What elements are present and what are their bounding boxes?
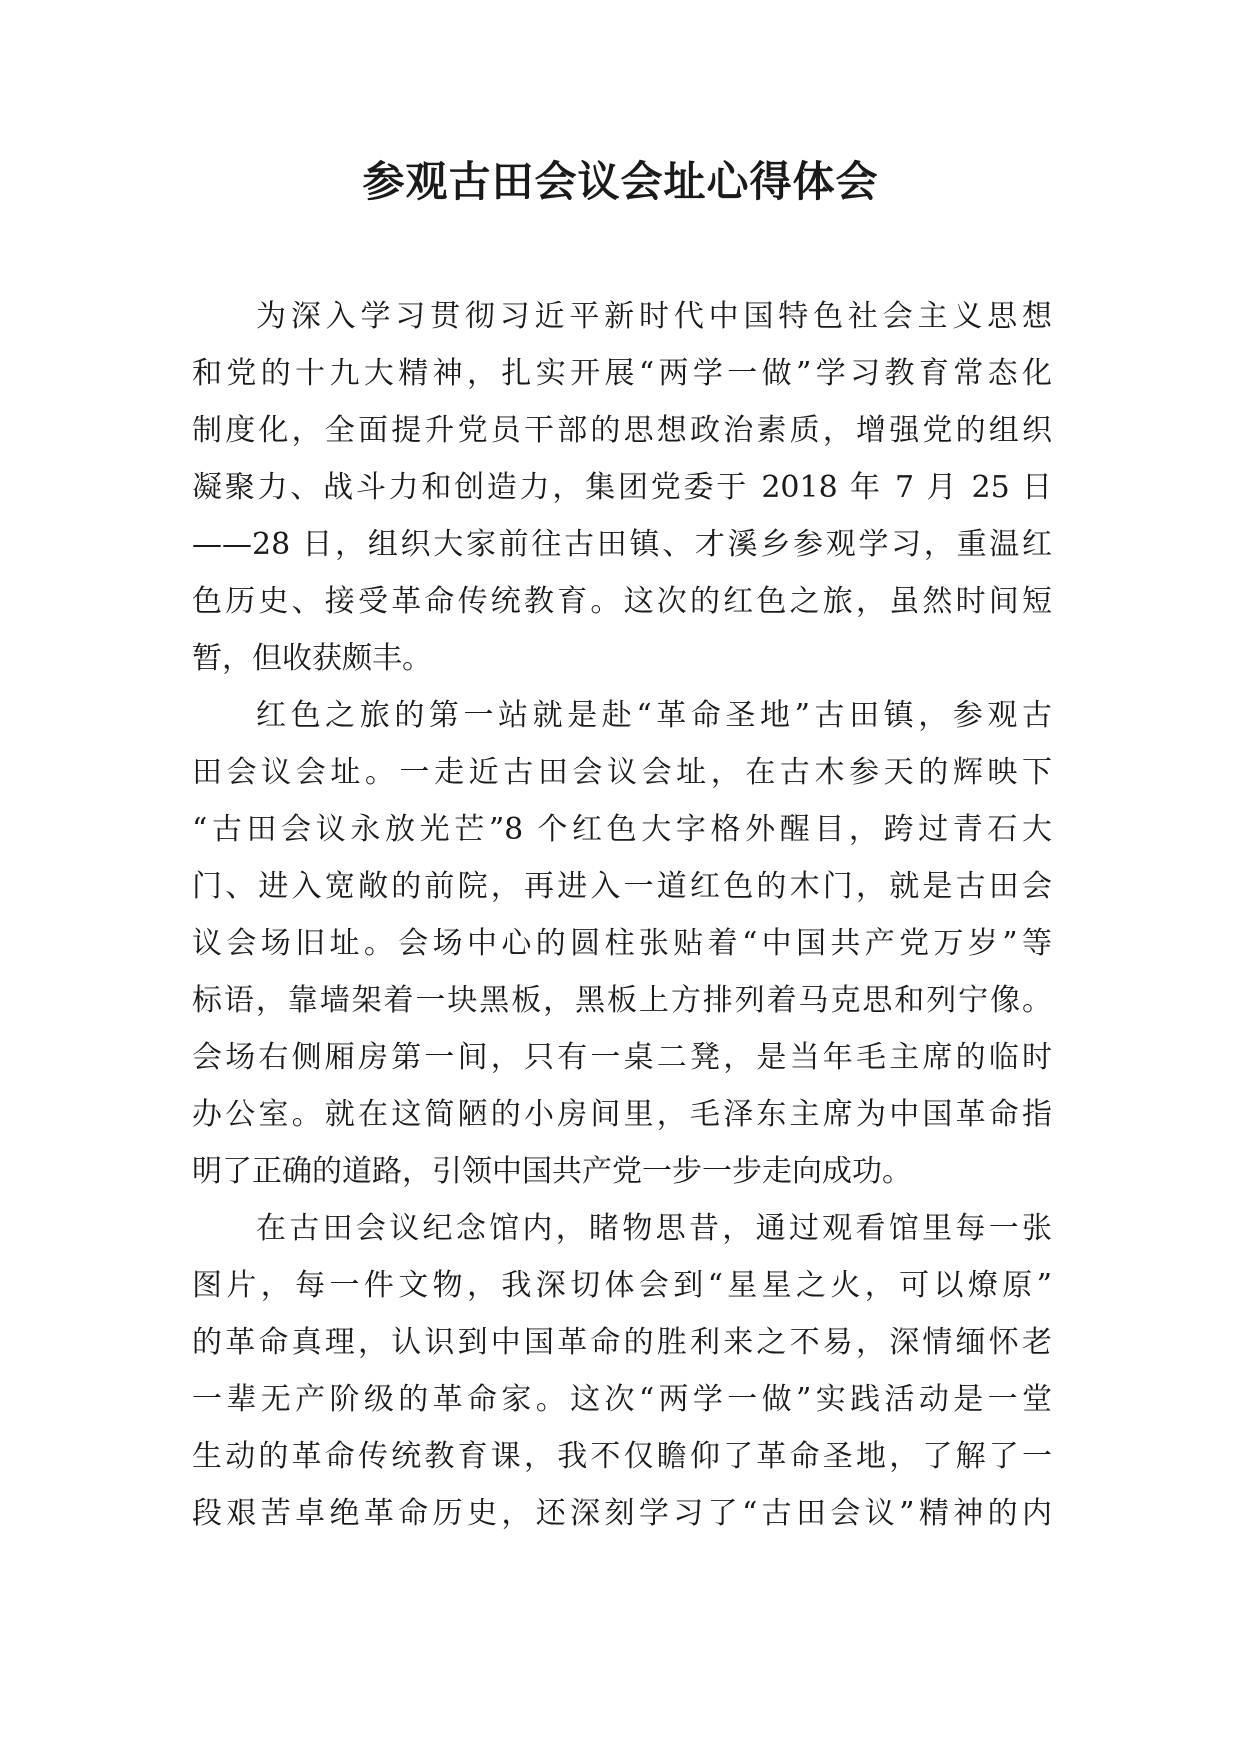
text-line: 的革命真理，认识到中国革命的胜利来之不易，深情缅怀老 (192, 1325, 1052, 1360)
paragraph (192, 1200, 1052, 1542)
paragraph (192, 288, 1052, 687)
text-line: 议会场旧址。会场中心的圆柱张贴着“中国共产党万岁”等 (192, 926, 1052, 961)
text-line: 办公室。就在这简陋的小房间里，毛泽东主席为中国革命指 (192, 1097, 1052, 1132)
text-line: 一辈无产阶级的革命家。这次“两学一做”实践活动是一堂 (192, 1382, 1052, 1417)
text-line: 生动的革命传统教育课，我不仅瞻仰了革命圣地，了解了一 (192, 1439, 1052, 1474)
text-line: 田会议会址。一走近古田会议会址，在古木参天的辉映下 (192, 755, 1052, 790)
text-line: 和党的十九大精神，扎实开展“两学一做”学习教育常态化 (192, 356, 1052, 391)
text-line: 色历史、接受革命传统教育。这次的红色之旅，虽然时间短 (192, 584, 1052, 619)
document-body (192, 288, 1052, 1542)
text-line: 明了正确的道路，引领中国共产党一步一步走向成功。 (192, 1154, 912, 1189)
document-title: 参观古田会议会址心得体会 (362, 157, 879, 206)
text-line: 在古田会议纪念馆内，睹物思昔，通过观看馆里每一张 (256, 1211, 1052, 1246)
text-line: 段艰苦卓绝革命历史，还深刻学习了“古田会议”精神的内 (192, 1496, 1052, 1531)
text-line: “古田会议永放光芒”8 个红色大字格外醒目，跨过青石大 (192, 812, 1052, 847)
text-line: 制度化，全面提升党员干部的思想政治素质，增强党的组织 (192, 413, 1052, 448)
text-line: 会场右侧厢房第一间，只有一桌二凳，是当年毛主席的临时 (192, 1040, 1052, 1075)
text-line: 标语，靠墙架着一块黑板，黑板上方排列着马克思和列宁像。 (192, 983, 1052, 1018)
text-line: 门、进入宽敞的前院，再进入一道红色的木门，就是古田会 (192, 869, 1052, 904)
text-line: 图片，每一件文物，我深切体会到“星星之火，可以燎原” (192, 1268, 1052, 1303)
paragraph (192, 687, 1052, 1200)
text-line: 凝聚力、战斗力和创造力，集团党委于 2018 年 7 月 25 日 (192, 470, 1052, 505)
text-line: 为深入学习贯彻习近平新时代中国特色社会主义思想 (256, 299, 1052, 334)
text-line: ——28 日，组织大家前往古田镇、才溪乡参观学习，重温红 (192, 527, 1052, 562)
text-line: 红色之旅的第一站就是赴“革命圣地”古田镇，参观古 (256, 698, 1052, 733)
text-line: 暂，但收获颇丰。 (192, 641, 432, 676)
